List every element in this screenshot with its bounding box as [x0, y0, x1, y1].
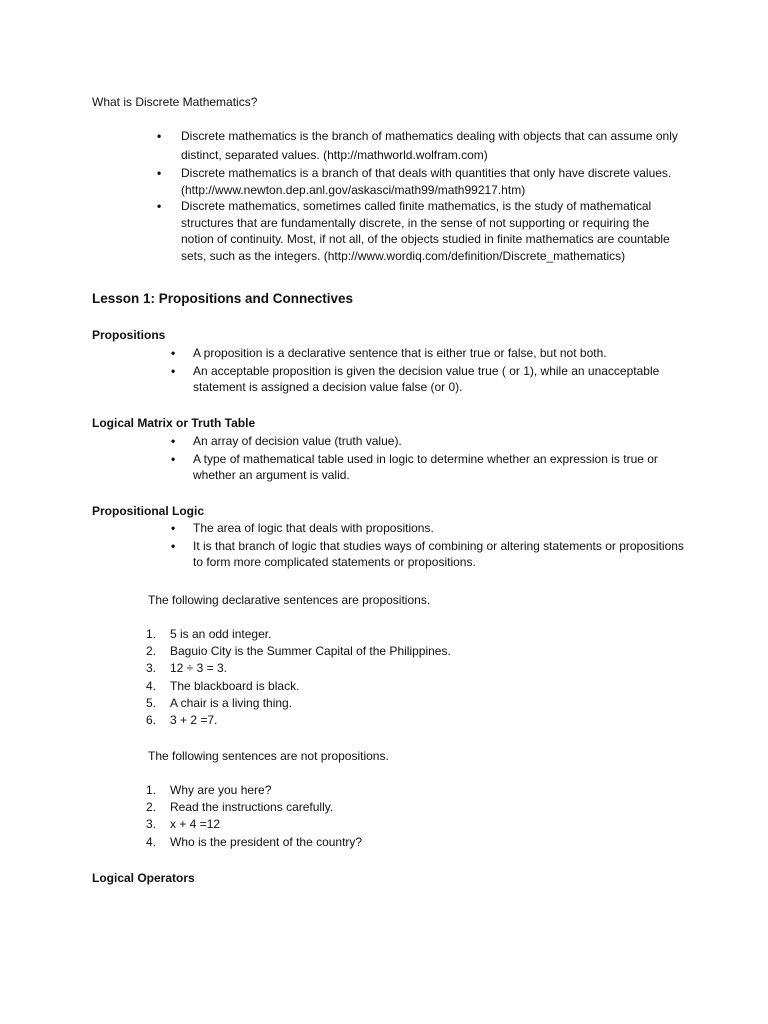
bullet-line: A proposition is a declarative sentence that is either true or false, but not both.: [193, 346, 607, 360]
item-text: A chair is a living thing.: [170, 695, 293, 710]
item-number: 2.: [146, 800, 157, 815]
item-text: 3 + 2 =7.: [170, 713, 218, 728]
list-item: [157, 165, 678, 198]
bullet-icon: •: [171, 521, 176, 535]
bullet-line: whether an argument is valid.: [193, 468, 350, 482]
logical-matrix-heading: Logical Matrix or Truth Table: [92, 416, 256, 430]
list-item: [146, 678, 451, 695]
bullet-line: statement is assigned a decision value false (or 0).: [193, 380, 463, 394]
item-text: Why are you here?: [170, 783, 272, 797]
item-number: 3.: [146, 661, 157, 676]
list-item: [171, 538, 684, 571]
list-item: [146, 626, 451, 643]
bullet-line: Discrete mathematics, sometimes called finite mathematics, is the study of mathematical: [181, 199, 652, 213]
logical-operators-heading: Logical Operators: [92, 871, 195, 885]
propositional-logic-bullet-list: [171, 520, 684, 571]
list-item: [146, 695, 451, 712]
item-number: 1.: [146, 627, 157, 641]
list-item: [171, 345, 659, 362]
list-item: [157, 127, 678, 165]
intro-bullet-list: [157, 127, 678, 264]
item-text: Baguio City is the Summer Capital of the Philippines.: [170, 644, 451, 659]
lesson-title: Lesson 1: Propositions and Connectives: [92, 291, 354, 306]
list-item: [171, 451, 658, 484]
bullet-icon: •: [157, 199, 162, 213]
bullet-line: It is that branch of logic that studies ways of combining or altering statements or propositions: [193, 538, 684, 553]
item-number: 2.: [146, 644, 157, 659]
bullet-icon: •: [157, 166, 162, 180]
bullet-line: Discrete mathematics is the branch of mathematics dealing with objects that can assume only: [181, 129, 678, 143]
propositions-examples-intro: The following declarative sentences are propositions.: [148, 593, 431, 607]
propositional-logic-heading: Propositional Logic: [92, 504, 205, 518]
list-item: [171, 520, 684, 537]
list-item: [146, 712, 451, 729]
list-item: [146, 643, 451, 660]
item-text: x + 4 =12: [170, 817, 221, 832]
list-item: [146, 816, 362, 833]
item-text: 12 ÷ 3 = 3.: [170, 661, 227, 676]
nonpropositions-examples-intro: The following sentences are not propositions.: [148, 749, 389, 763]
item-text: The blackboard is black.: [170, 678, 300, 693]
item-text: Who is the president of the country?: [170, 834, 363, 849]
intro-heading: What is Discrete Mathematics?: [92, 95, 258, 109]
list-item: [146, 782, 362, 799]
bullet-icon: •: [171, 363, 176, 378]
item-number: 3.: [146, 817, 157, 832]
list-item: [146, 660, 451, 677]
bullet-line: to form more complicated statements or propositions.: [193, 555, 476, 569]
list-item: [171, 363, 660, 396]
list-item: [157, 198, 678, 264]
item-number: 5.: [146, 695, 157, 710]
item-number: 6.: [146, 713, 157, 728]
item-text: Read the instructions carefully.: [170, 800, 334, 815]
bullet-line: An array of decision value (truth value).: [193, 434, 402, 448]
item-number: 1.: [146, 783, 157, 797]
propositions-examples-list: [146, 626, 451, 729]
bullet-line: Discrete mathematics is a branch of that deals with quantities that only have discrete values.: [181, 166, 672, 180]
bullet-icon: •: [171, 538, 176, 553]
bullet-line: An acceptable proposition is given the decision value true ( or 1), while an unacceptable: [193, 363, 660, 378]
bullet-line: structures that are fundamentally discrete, in the sense of not supporting or requiring the: [181, 215, 650, 230]
bullet-line: A type of mathematical table used in logic to determine whether an expression is true or: [193, 451, 658, 466]
bullet-line: The area of logic that deals with propositions.: [193, 521, 434, 535]
bullet-icon: •: [171, 346, 176, 360]
bullet-line: sets, such as the integers. (http://www.wordiq.com/definition/Discrete_mathematics): [181, 248, 626, 263]
bullet-line: (http://www.newton.dep.anl.gov/askasci/math99/math99217.htm): [181, 182, 526, 197]
propositions-bullet-list: [171, 345, 660, 396]
item-text: 5 is an odd integer.: [170, 627, 272, 641]
bullet-icon: •: [171, 451, 176, 466]
list-item: [146, 799, 362, 816]
bullet-icon: •: [157, 129, 162, 143]
nonpropositions-examples-list: [146, 782, 363, 851]
logical-matrix-bullet-list: [171, 433, 658, 484]
list-item: [171, 433, 658, 450]
bullet-line: distinct, separated values. (http://mathworld.wolfram.com): [181, 148, 488, 162]
bullet-line: notion of continuity. Most, if not all, of the objects studied in finite mathematics are countable: [181, 232, 670, 246]
item-number: 4.: [146, 678, 157, 693]
list-item: [146, 834, 363, 851]
item-number: 4.: [146, 834, 157, 849]
bullet-icon: •: [171, 434, 176, 448]
propositions-heading: Propositions: [92, 328, 166, 342]
